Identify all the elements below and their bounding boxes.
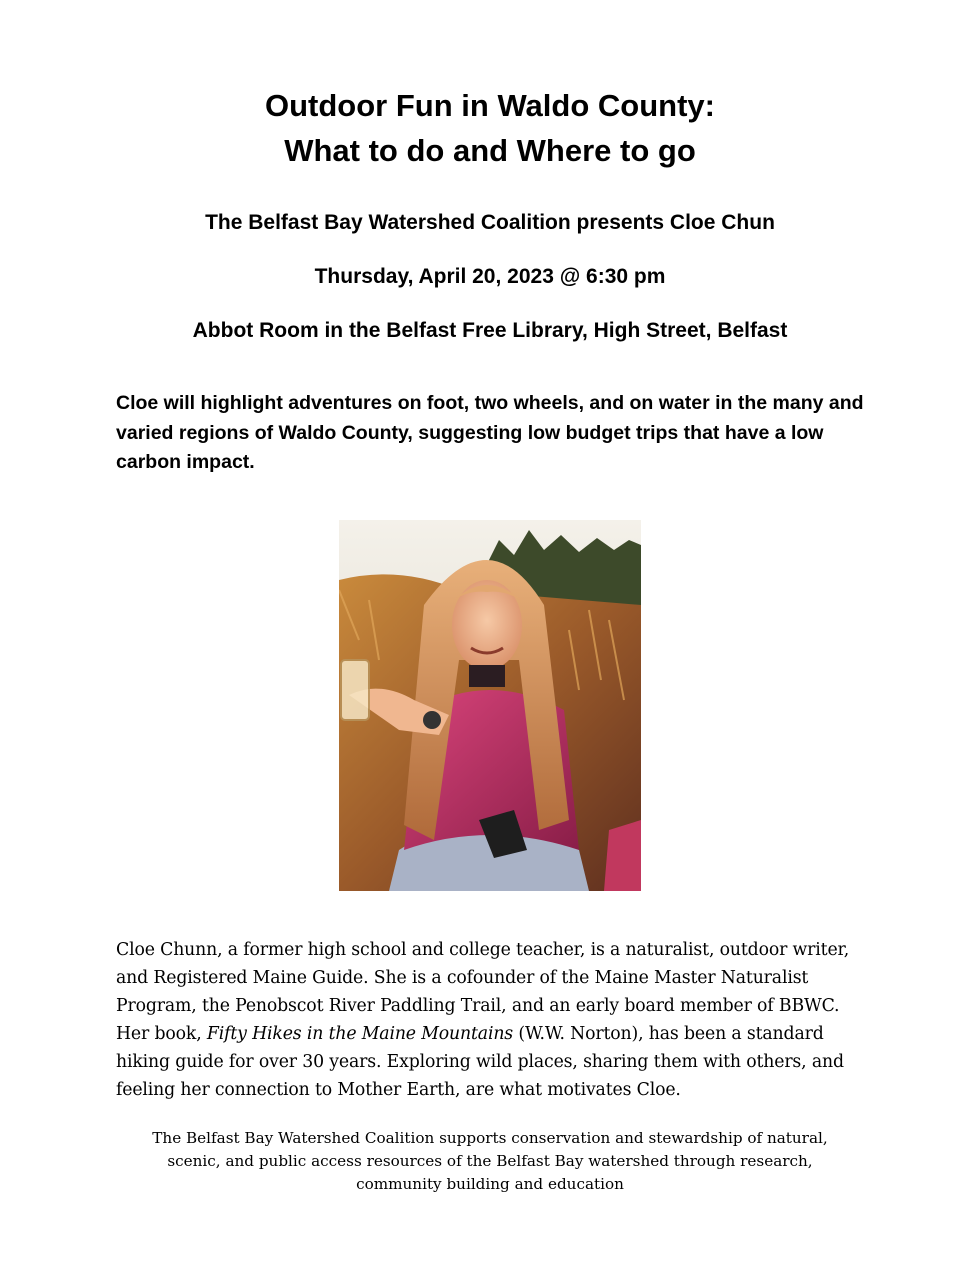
speaker-photo [339, 520, 641, 891]
book-title: Fifty Hikes in the Maine Mountains [206, 1024, 514, 1044]
bio-line-suffix: (W.W. Norton), has been a standard [513, 1024, 824, 1044]
event-datetime: Thursday, April 20, 2023 @ 6:30 pm [314, 265, 666, 288]
event-location: Abbot Room in the Belfast Free Library, High Street, Belfast [192, 319, 788, 342]
title-line-1: Outdoor Fun in Waldo County: [265, 88, 715, 123]
page-title [0, 83, 980, 173]
presenter-line: The Belfast Bay Watershed Coalition presents Cloe Chun [205, 211, 775, 234]
footer-line: The Belfast Bay Watershed Coalition supports conservation and stewardship of natural, [152, 1129, 828, 1147]
bio-line-prefix: Her book, [116, 1024, 207, 1044]
bio-line: feeling her connection to Mother Earth, are what motivates Cloe. [116, 1080, 681, 1100]
bio-line: Cloe Chunn, a former high school and college teacher, is a naturalist, outdoor writer, [116, 940, 850, 960]
bio-line: Program, the Penobscot River Paddling Trail, and an early board member of BBWC. [116, 996, 840, 1016]
intro-paragraph: Cloe will highlight adventures on foot, two wheels, and on water in the many and varied regions of Waldo County, suggesting low budget trips that have a low carbon impact. [116, 392, 864, 473]
footer-line: scenic, and public access resources of the Belfast Bay watershed through research, [167, 1152, 813, 1170]
bio-paragraph [116, 936, 876, 1104]
bio-line: and Registered Maine Guide. She is a cofounder of the Maine Master Naturalist [116, 968, 809, 988]
mission-statement [0, 1127, 980, 1196]
footer-line: community building and education [356, 1175, 624, 1193]
title-line-2: What to do and Where to go [284, 133, 696, 168]
bio-line: hiking guide for over 30 years. Exploring wild places, sharing them with others, and [116, 1052, 844, 1072]
bio-line-book [116, 1020, 876, 1048]
